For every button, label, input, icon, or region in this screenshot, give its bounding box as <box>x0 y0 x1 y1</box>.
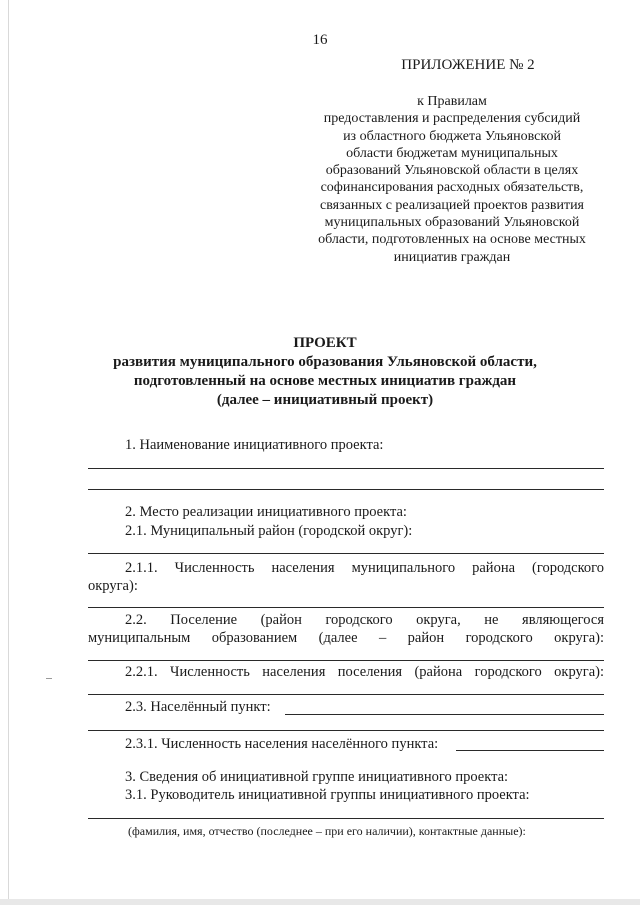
fill-line[interactable] <box>88 730 604 731</box>
reference-line: к Правилам <box>417 94 487 109</box>
item-2-3-label: 2.3. Населённый пункт: <box>125 699 271 715</box>
item-2-1-label: 2.1. Муниципальный район (городской округ): <box>125 523 413 539</box>
fill-line[interactable] <box>88 489 604 490</box>
fill-line[interactable] <box>88 468 604 469</box>
fill-line[interactable] <box>88 818 604 819</box>
item-3-1-label: 3.1. Руководитель инициативной группы инициативного проекта: <box>125 787 530 803</box>
reference-line: софинансирования расходных обязательств, <box>320 180 584 196</box>
fill-line[interactable] <box>88 660 604 661</box>
reference-line: области бюджетам муниципальных <box>346 145 558 161</box>
scan-left-edge <box>8 0 9 905</box>
fill-line[interactable] <box>456 750 604 751</box>
item-1-label: 1. Наименование инициативного проекта: <box>125 437 384 453</box>
document-subtitle: подготовленный на основе местных инициатив граждан <box>133 373 517 389</box>
fill-line[interactable] <box>88 607 604 608</box>
scan-bottom-edge <box>0 899 640 905</box>
item-3-label: 3. Сведения об инициативной группе инициативного проекта: <box>125 769 509 785</box>
fill-line[interactable] <box>285 714 604 715</box>
page-number: 16 <box>312 32 328 48</box>
reference-line: образований Ульяновской области в целях <box>325 163 579 179</box>
item-2-1-1-label-cont: округа): <box>88 578 138 594</box>
fill-line[interactable] <box>88 553 604 554</box>
item-2-2-1-label: 2.2.1. Численность населения поселения (района городского округа): <box>125 664 604 680</box>
item-2-label: 2. Место реализации инициативного проекта: <box>125 504 407 520</box>
reference-line: связанных с реализацией проектов развития <box>320 197 584 213</box>
appendix-reference <box>318 93 586 266</box>
document-title: ПРОЕКТ <box>293 335 357 351</box>
field-hint: (фамилия, имя, отчество (последнее – при его наличии), контактные данные): <box>128 824 526 838</box>
fill-line[interactable] <box>88 694 604 695</box>
item-2-1-1-label: 2.1.1. Численность населения муниципального района (городского <box>125 560 604 576</box>
document-subtitle: (далее – инициативный проект) <box>216 392 434 408</box>
margin-mark <box>46 678 52 679</box>
item-2-2-label: 2.2. Поселение (район городского округа, не являющегося <box>125 612 604 628</box>
reference-line: предоставления и распределения субсидий <box>323 111 581 127</box>
reference-line: из областного бюджета Ульяновской <box>343 128 561 144</box>
document-subtitle: развития муниципального образования Ульяновской области, <box>113 354 537 370</box>
item-2-3-1-label: 2.3.1. Численность населения населённого пункта: <box>125 736 439 752</box>
reference-line: муниципальных образований Ульяновской <box>324 215 580 231</box>
reference-line: инициатив граждан <box>393 249 511 265</box>
item-2-2-label-cont: муниципальным образованием (далее – район городского округа): <box>88 630 604 646</box>
appendix-heading: ПРИЛОЖЕНИЕ № 2 <box>401 57 535 73</box>
reference-line: области, подготовленных на основе местных <box>318 232 586 248</box>
